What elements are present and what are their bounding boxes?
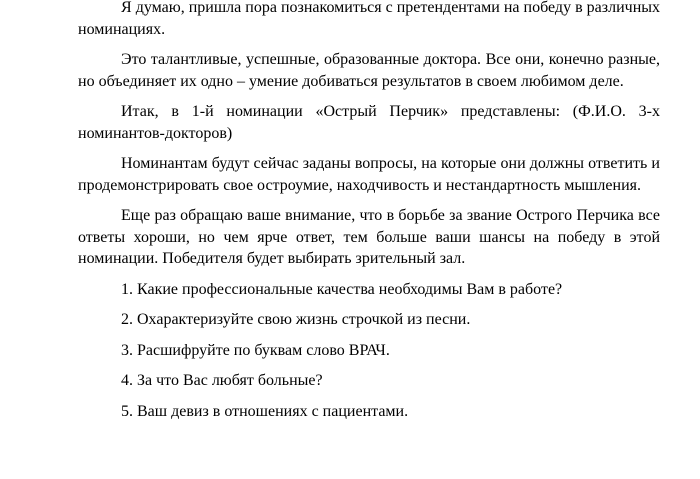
question-list [78, 279, 660, 423]
question-item: 5. Ваш девиз в отношениях с пациентами. [121, 402, 409, 420]
question-item: 2. Охарактеризуйте свою жизнь строчкой из песни. [121, 311, 471, 328]
paragraph-attention: Еще раз обращаю ваше внимание, что в борьбе за звание Острого Перчика все ответы хороши, но чем ярче ответ, тем больше ваши шансы на победу в этой номинации. Победителя будет выбирать зрительный зал. [78, 207, 660, 267]
question-item: 1. Какие профессиональные качества необходимы Вам в работе? [121, 280, 563, 298]
paragraph-intro: Я думаю, пришла пора познакомиться с претендентами на победу в различных номинациях. [78, 0, 660, 38]
paragraph-doctors: Это талантливые, успешные, образованные доктора. Все они, конечно разные, но объединяет их одно – умение добиваться результатов в своем любимом деле. [78, 51, 660, 90]
question-item: 4. За что Вас любят больные? [121, 372, 323, 389]
paragraph-nomination: Итак, в 1-й номинации «Острый Перчик» представлены: (Ф.И.О. 3-х номинантов-докторов) [78, 103, 660, 142]
question-item: 3. Расшифруйте по буквам слово ВРАЧ. [121, 341, 390, 359]
document-page [78, 0, 660, 431]
paragraph-questions-intro: Номинантам будут сейчас заданы вопросы, на которые они должны ответить и продемонстрировать свое остроумие, находчивость и нестандартность мышления. [78, 155, 660, 194]
